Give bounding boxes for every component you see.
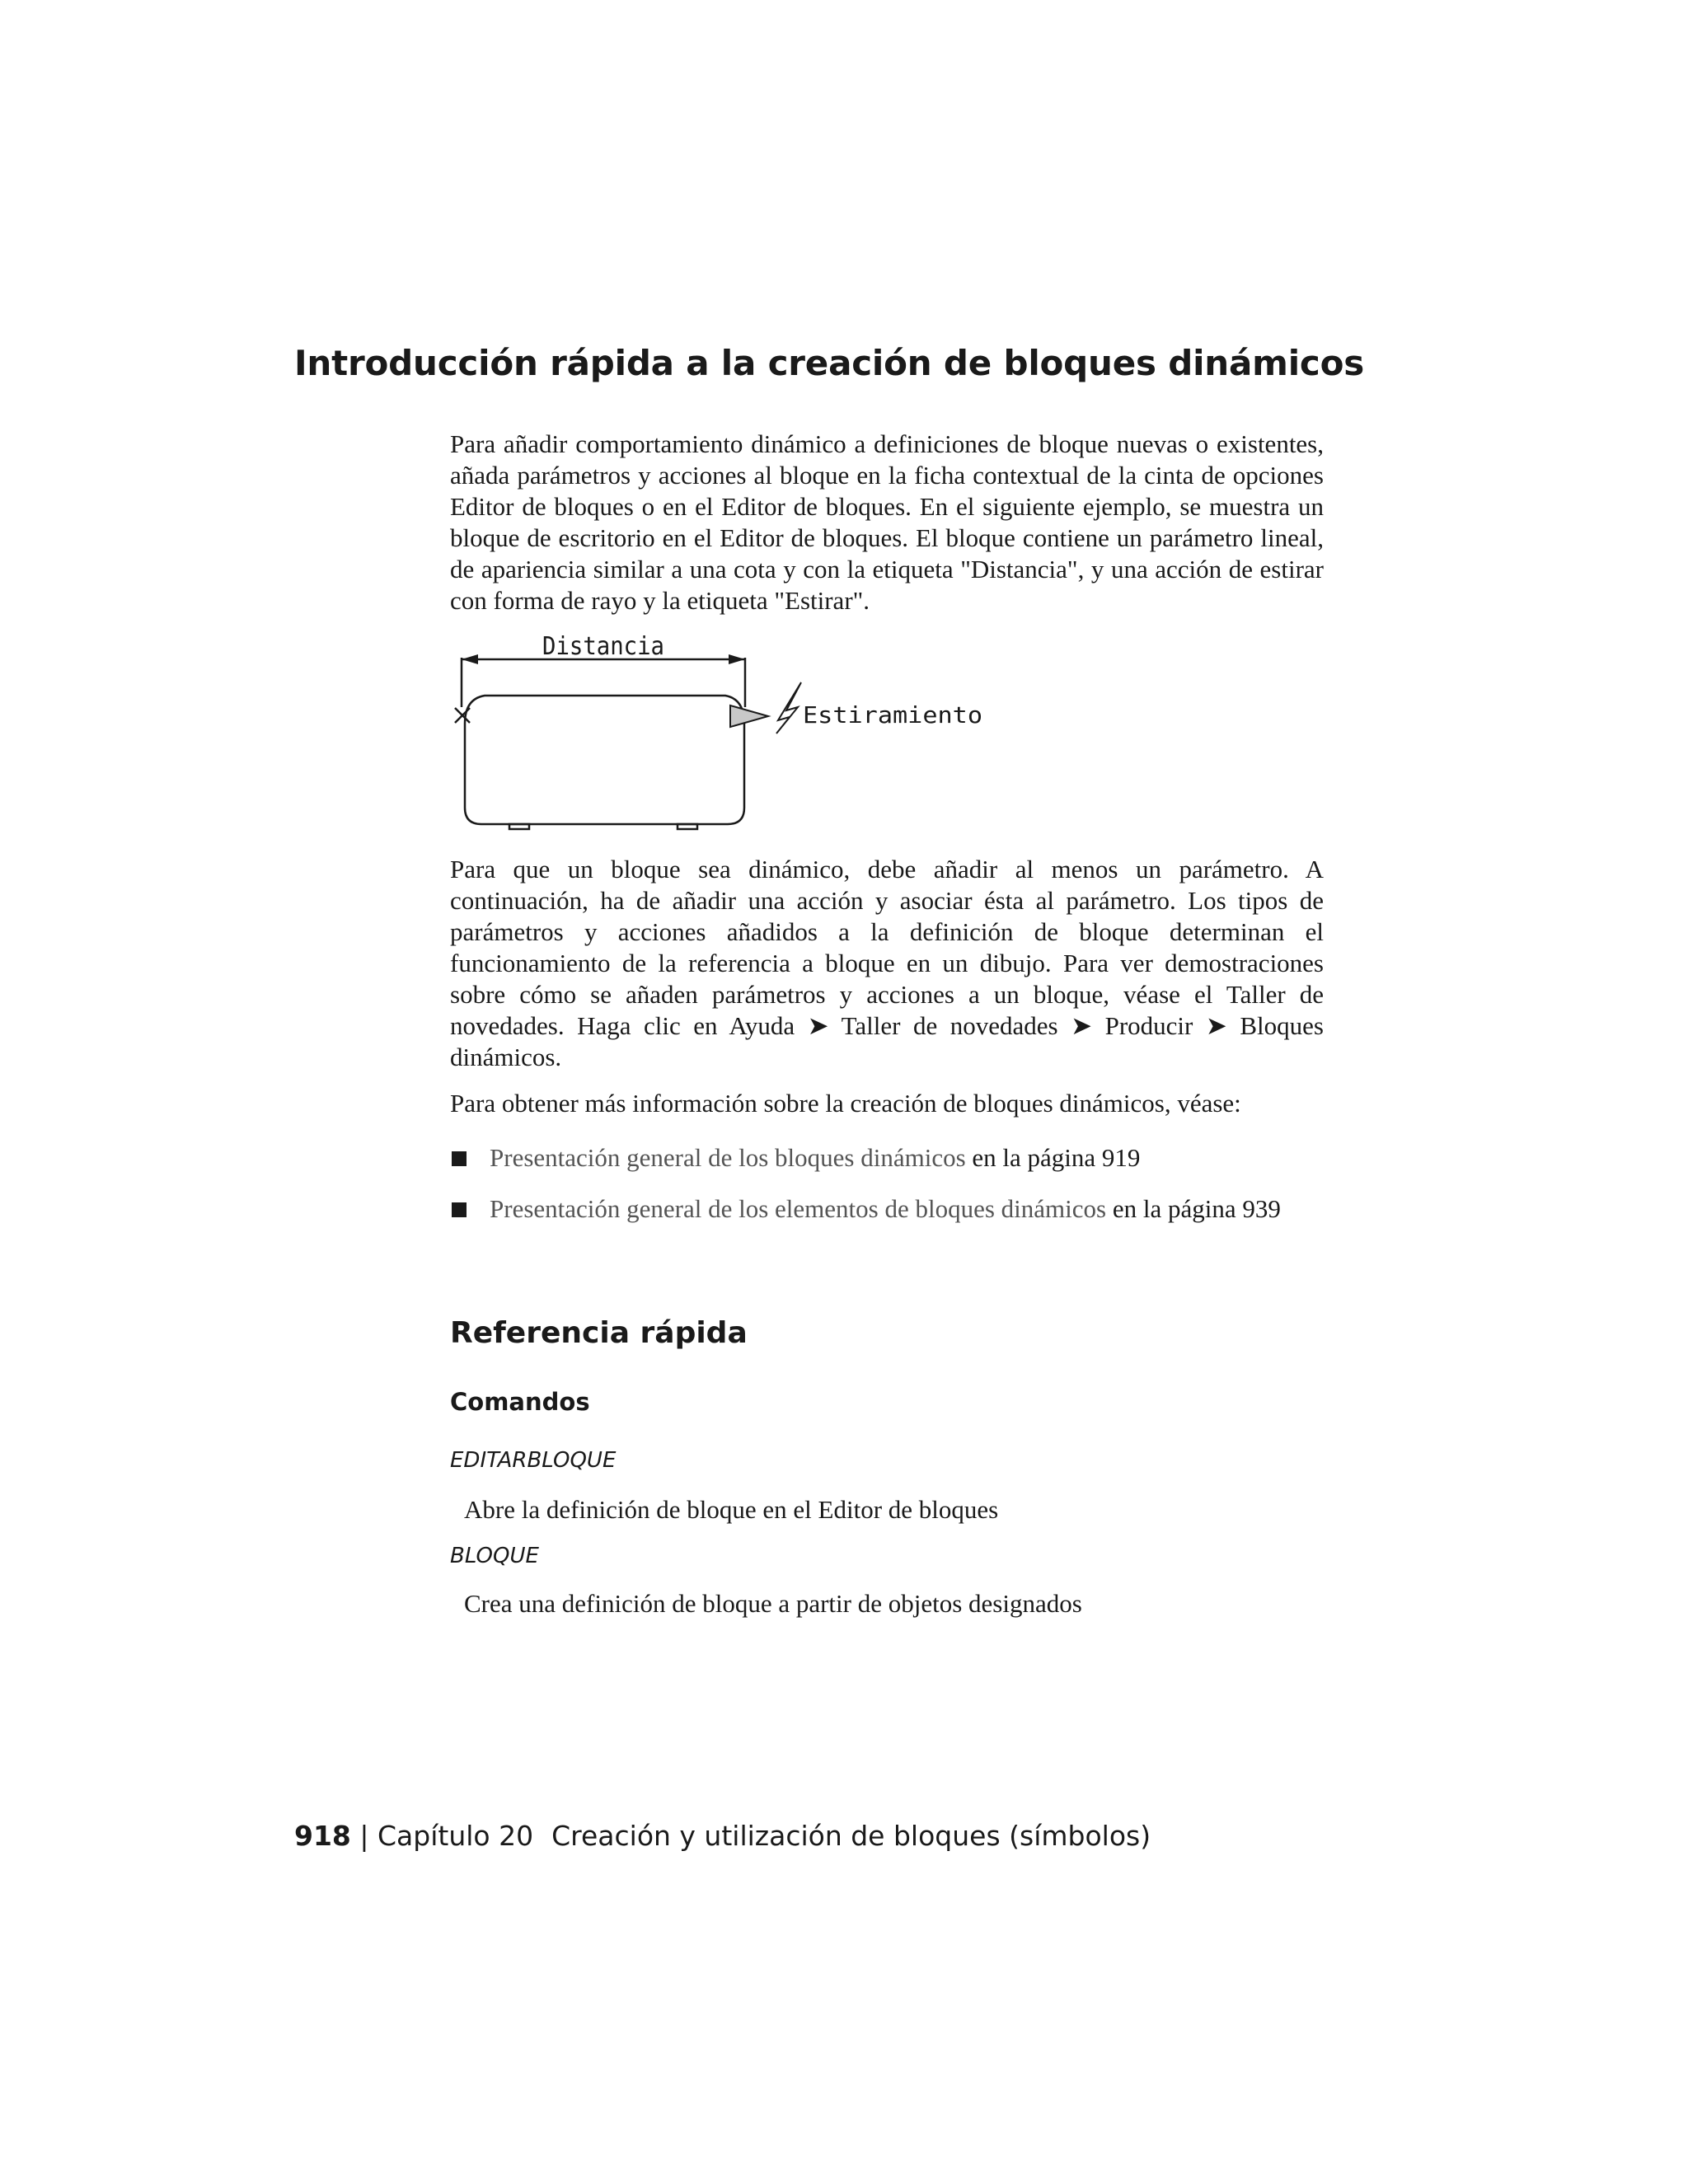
more-info-paragraph: Para obtener más información sobre la creación de bloques dinámicos, véase:	[450, 1089, 1241, 1118]
list-item	[450, 1193, 1332, 1225]
menu-arrow-icon: ➤	[1071, 1011, 1093, 1040]
command-description: Abre la definición de bloque en el Editor de bloques	[464, 1495, 999, 1524]
link-dynamic-block-elements-overview[interactable]: Presentación general de los elementos de bloques dinámicos	[490, 1194, 1107, 1223]
page-footer	[294, 1820, 1151, 1852]
commands-heading: Comandos	[450, 1388, 590, 1416]
page-number: 918	[294, 1820, 351, 1852]
menu-path-step: Producir	[1104, 1011, 1193, 1040]
desk-outline	[465, 696, 744, 824]
desk-foot-left	[509, 824, 529, 829]
menu-path-step: Taller de novedades	[841, 1011, 1058, 1040]
page-reference: en la página 939	[1106, 1194, 1281, 1223]
desk-foot-right	[678, 824, 697, 829]
quick-reference-heading: Referencia rápida	[450, 1316, 748, 1350]
desk-block-figure	[445, 626, 989, 832]
page-title: Introducción rápida a la creación de bloques dinámicos	[294, 343, 1365, 383]
command-name: BLOQUE	[450, 1544, 539, 1568]
chapter-label: Capítulo 20	[377, 1820, 534, 1852]
footer-separator: |	[359, 1820, 369, 1852]
stretch-action-icon	[776, 682, 801, 733]
dimension-arrow-right	[729, 654, 745, 664]
menu-arrow-icon: ➤	[807, 1011, 829, 1040]
dynamic-paragraph: Para que un bloque sea dinámico, debe añadir al menos un parámetro. A continuación, ha de añadir una acción y asociar ésta al parámetro. Los tipos de parámetros y acciones añadidos a la definición de bloque determinan el funcionamiento de la referencia a bloque en un dibujo. Para ver demostraciones sobre cómo se añaden parámetros y acciones a un bloque, véase el Taller de novedades. Haga clic en Ayuda ➤ Taller de novedades ➤ Producir ➤ Bloques dinámicos.	[450, 855, 1324, 1071]
dynamic-text: Para que un bloque sea dinámico, debe añadir al menos un parámetro. A continuación, ha de añadir una acción y asociar ésta al parámetro. Los tipos de parámetros y acciones añadidos a la definición de bloque determinan el funcionamiento de la referencia a bloque en un dibujo. Para ver demostraciones sobre cómo se añaden parámetros y acciones a un bloque, véase el Taller de novedades. Haga clic en	[450, 855, 1324, 1040]
menu-path-step: Ayuda	[729, 1011, 795, 1040]
page-reference: en la página 919	[965, 1143, 1141, 1172]
menu-arrow-icon: ➤	[1205, 1011, 1227, 1040]
stretch-grip-triangle	[730, 705, 768, 727]
list-item	[450, 1142, 1332, 1174]
square-bullet-icon	[452, 1202, 467, 1217]
command-description: Crea una definición de bloque a partir de objetos designados	[464, 1589, 1082, 1618]
dimension-arrow-left	[462, 654, 478, 664]
chapter-title: Creación y utilización de bloques (símbolos)	[551, 1820, 1151, 1852]
reference-list	[450, 1142, 1332, 1244]
link-dynamic-blocks-overview[interactable]: Presentación general de los bloques dinámicos	[490, 1143, 966, 1172]
intro-paragraph: Para añadir comportamiento dinámico a definiciones de bloque nuevas o existentes, añada parámetros y acciones al bloque en la ficha contextual de la cinta de opciones Editor de bloques o en el Editor de bloques. En el siguiente ejemplo, se muestra un bloque de escritorio en el Editor de bloques. El bloque contiene un parámetro lineal, de apariencia similar a una cota y con la etiqueta "Distancia", y una acción de estirar con forma de rayo y la etiqueta "Estirar".	[450, 429, 1324, 615]
command-name: EDITARBLOQUE	[450, 1448, 617, 1473]
square-bullet-icon	[452, 1151, 467, 1166]
distance-label: Distancia	[542, 632, 664, 661]
stretch-label: Estiramiento	[803, 701, 982, 729]
menu-path-step: Bloques dinámicos	[450, 1011, 1324, 1071]
